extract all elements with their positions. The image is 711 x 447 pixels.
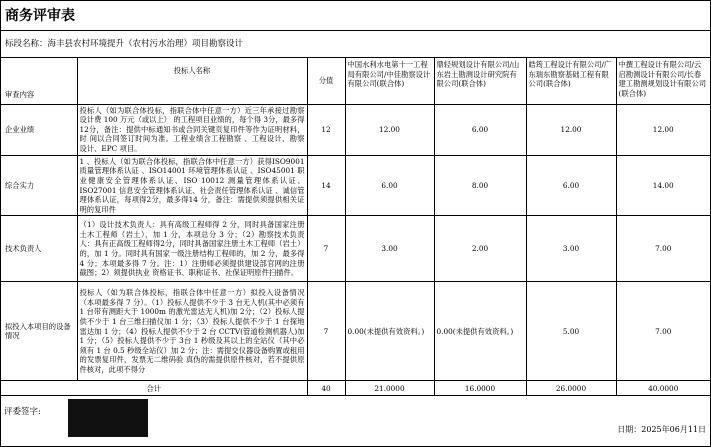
row-score: 14 [307,155,345,216]
header-bidder-3: 皓筠工程设计有限公司/广东瑞东勘察基础工程有限公司(联合体) [526,58,616,104]
total-value: 21.0000 [345,381,434,396]
review-table [1,58,710,396]
row-desc: 投标人（如为联合体投标，指联合体中任意一方）拟投入设备情况（本项最多得 7 分）。（1）投标人提供不少于 3 台无人机(其中必须有 1 台带有测距大于 1000m 的激光雷达无人机)加 2分；（2）投标人提供不少于 1 台三维扫描仪加 1 分；（3）投标人提供不少于 1 台探地雷达加 1 分；（4）投标人提供不少于 2 台 CCTV(管道检测机器人)加 1 分；（5）投标人提供不少于 3台 1 秒级及其以上的全站仪（其中必 须有 1 台 0.5 秒级全站仪）加 2 分；注：需提交仪器设备购置或租用的发票复印件，发票无二维码验 真伪的需提供原件核对，若不提供原件核对，此项不得分 [77,282,307,381]
row-value: 12.00 [616,104,710,155]
reviewer-signature-label: 评委签字: [4,407,41,417]
row-score: 7 [307,282,345,381]
table-row [1,104,710,155]
row-value: 0.00(未提供有效资料。) [345,282,434,381]
total-score: 40 [307,381,345,396]
row-value: 0.00(未提供有效资料。) [434,282,526,381]
table-row [1,155,710,216]
row-item: 拟投入本项目的设备情况 [1,282,77,381]
row-value: 6.00 [345,155,434,216]
row-item: 综合实力 [1,155,77,216]
header-bidder-1: 中国水利水电第十一工程局有限公司/中佳勘察设计有限公司(联合体) [345,58,434,104]
row-value: 12.00 [526,104,616,155]
page-title: 商务评审表 [1,1,710,31]
row-item: 企业业绩 [1,104,77,155]
table-row [1,216,710,282]
row-value: 3.00 [345,216,434,282]
header-row [1,58,710,104]
total-label: 合计 [1,381,307,396]
total-row [1,381,710,396]
redacted-signature [68,399,148,437]
total-value: 26.0000 [526,381,616,396]
header-bidder-2: 鼎轻规划设计有限公司/山东岩土勘测设计研究院有限公司(联合体) [434,58,526,104]
row-value: 6.00 [526,155,616,216]
row-value: 7.00 [616,282,710,381]
table-row [1,282,710,381]
section-name: 标段名称：海丰县农村环境提升（农村污水治理）项目勘察设计 [1,31,710,58]
header-bidder-name: 投标人名称 [77,58,307,104]
row-score: 12 [307,104,345,155]
row-desc: 1 、投标人（如为联合体投标，指联合体中任意一方）获得ISO9001 质量管理体系认证 、ISO14001 环境管理体系认证 、ISO45001 职业健康安全管理体系认证、ISO 10012 测量管理体系认证、ISO27001 信息安全管理体系认证、社会责任管理体系认证 、诚信管理体系认证，每项得2分，最多得14 分，备注：需提供须提供相关证明的复印件 [77,155,307,216]
row-value: 8.00 [434,155,526,216]
row-value: 6.00 [434,104,526,155]
total-value: 40.0000 [616,381,710,396]
row-value: 5.00 [526,282,616,381]
row-score: 7 [307,216,345,282]
row-desc: （1）设计技术负责人：具有高级工程师得 2 分，同时具备国家注册土木工程师（岩土），加 1 分，本项总分 3 分；（2）勘察技术负责人：具有正高级工程师得2分，同时具备国家注册土木工程师（岩土）的，加 1 分。同时具有国家一级注册结构工程师的，加 2 分，最多得 4 分；本项最多得 7 分。注：1）注册师必须提供建设部官网的注册截图；2）须提供执业 资格证书、职称证书、社保证明原件扫描件。 [77,216,307,282]
row-desc: 投标人（如为联合体投标，指联合体中任意一方）近三年承接过勘察设计费 100 万元（或以上） 的工程项目业绩的，每个得 3分，最多得 12分，备注：提供中标通知书或合同关键页复印件等作为证明材料，时 间以合同签订时间为准。工程业绩含工程勘察 、工程设计、勘察 设计、EPC 项目。 [77,104,307,155]
row-item: 技术负责人 [1,216,77,282]
header-content: 审查内容 [1,58,77,104]
review-date: 日期：2025年06月11日 [617,425,706,434]
row-value: 12.00 [345,104,434,155]
row-value: 14.00 [616,155,710,216]
row-value: 3.00 [526,216,616,282]
row-value: 7.00 [616,216,710,282]
row-value: 2.00 [434,216,526,282]
total-value: 16.0000 [434,381,526,396]
header-bidder-4: 中撰工程设计有限公司/云启勘测设计有限公司/长春建工勘测规划设计有限公司(联合体) [616,58,710,104]
header-score: 分值 [307,58,345,104]
